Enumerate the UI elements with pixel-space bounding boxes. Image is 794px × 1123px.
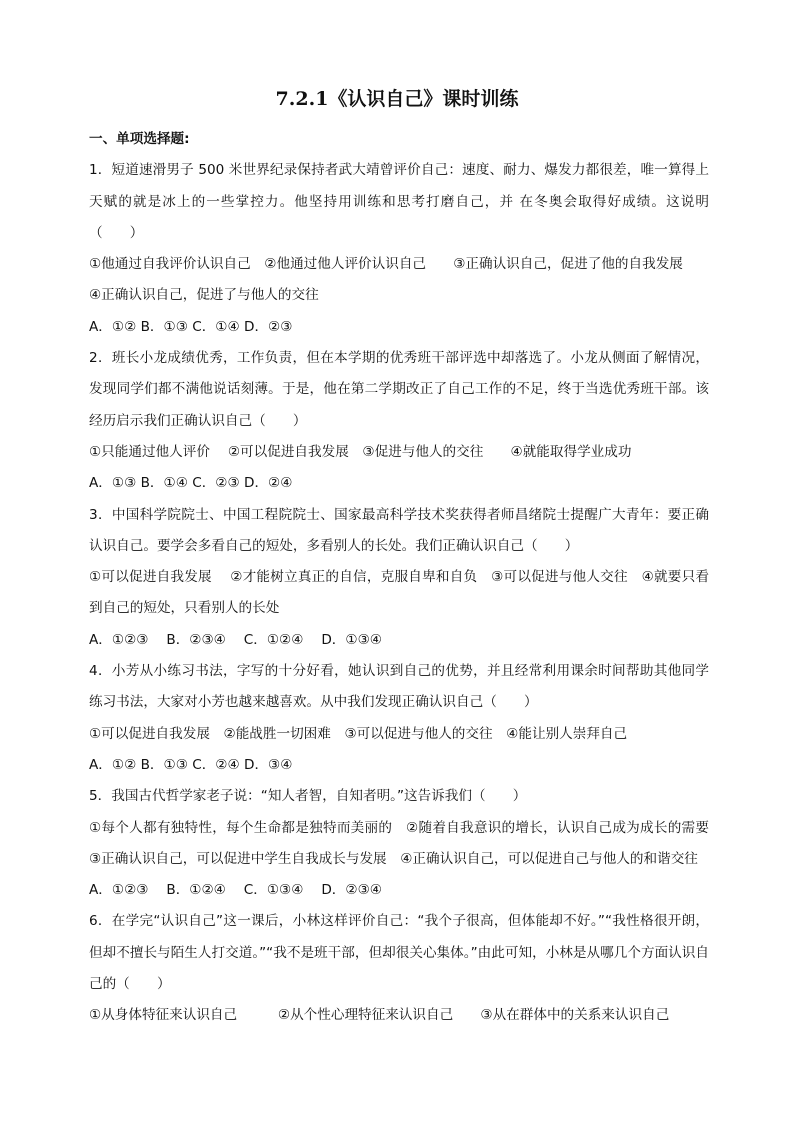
question-stem: 6．在学完“认识自己”这一课后，小林这样评价自己：“我个子很高，但体能却不好。”“我性格很开朗，但却不擅长与陌生人打交道。”“我不是班干部，但却很关心集体。”由此可知，小林是从哪几个方面认识自己的（ ） — [89, 913, 709, 993]
question-stem: 5．我国古代哲学家老子说：“知人者智，自知者明。”这告诉我们（ ） — [89, 788, 527, 805]
question-5 — [89, 781, 727, 906]
option-line: ①只能通过他人评价 ②可以促进自我发展 ③促进与他人的交往 ④就能取得学业成功 — [89, 443, 632, 460]
answer-choices: A．①②③ B．①②④ C．①③④ D．②③④ — [89, 882, 382, 899]
option-line: ①可以促进自我发展 ②能战胜一切困难 ③可以促进与他人的交往 ④能让别人崇拜自己 — [89, 725, 628, 742]
question-4 — [89, 656, 709, 781]
question-3 — [89, 500, 709, 656]
answer-choices: A．①② B．①③ C．②④ D．③④ — [89, 756, 293, 773]
question-6 — [89, 906, 709, 1031]
answer-choices: A．①②③ B．②③④ C．①②④ D．①③④ — [89, 631, 382, 648]
answer-choices: A．①② B．①③ C．①④ D．②③ — [89, 318, 293, 335]
question-stem: 2．班长小龙成绩优秀，工作负责，但在本学期的优秀班干部评选中却落选了。小龙从侧面了解情况，发现同学们都不满他说话刻薄。于是，他在第二学期改正了自己工作的不足，终于当选优秀班干部。该经历启示我们正确认识自己（ ） — [89, 350, 709, 429]
option-text: ①可以促进自我发展 ②才能树立真正的自信，克服自卑和自负 ③可以促进与他人交往 ④就要只看到自己的短处，只看别人的长处 — [89, 569, 709, 617]
option-text: ①每个人都有独特性，每个生命都是独特而美丽的 ②随着自我意识的增长，认识自己成为成长的需要 ③正确认识自己，可以促进中学生自我成长与发展 ④正确认识自己，可以促进自己与他人的和谐交往 — [89, 819, 727, 867]
option-line: ④正确认识自己，促进了与他人的交往 — [89, 287, 319, 304]
option-line: ①从身体特征来认识自己 ②从个性心理特征来认识自己 ③从在群体中的关系来认识自己 — [89, 1007, 670, 1024]
question-list — [89, 124, 727, 1032]
question-1 — [89, 155, 709, 343]
question-2 — [89, 343, 709, 499]
question-stem: 4．小芳从小练习书法，字写的十分好看，她认识到自己的优势，并且经常利用课余时间帮助其他同学练习书法，大家对小芳也越来越喜欢。从中我们发现正确认识自己（ ） — [89, 663, 709, 711]
question-stem: 3．中国科学院院士、中国工程院院士、国家最高科学技术奖获得者师昌绪院士提醒广大青年：要正确认识自己。要学会多看自己的短处，多看别人的长处。我们正确认识自己（ ） — [89, 506, 709, 554]
option-line: ①他通过自我评价认识自己 ②他通过他人评价认识自己 ③正确认识自己，促进了他的自我发展 — [89, 256, 683, 273]
document-title: 7.2.1《认识自己》课时训练 — [275, 88, 519, 110]
section-heading: 一、单项选择题: — [89, 131, 190, 147]
answer-choices: A．①③ B．①④ C．②③ D．②④ — [89, 475, 293, 492]
question-stem: 1．短道速滑男子 500 米世界纪录保持者武大靖曾评价自己：速度、耐力、爆发力都很差，唯一算得上天赋的就是冰上的一些掌控力。他坚持用训练和思考打磨自己，并 在冬奥会取得好成绩。这说明（ ） — [89, 162, 709, 241]
